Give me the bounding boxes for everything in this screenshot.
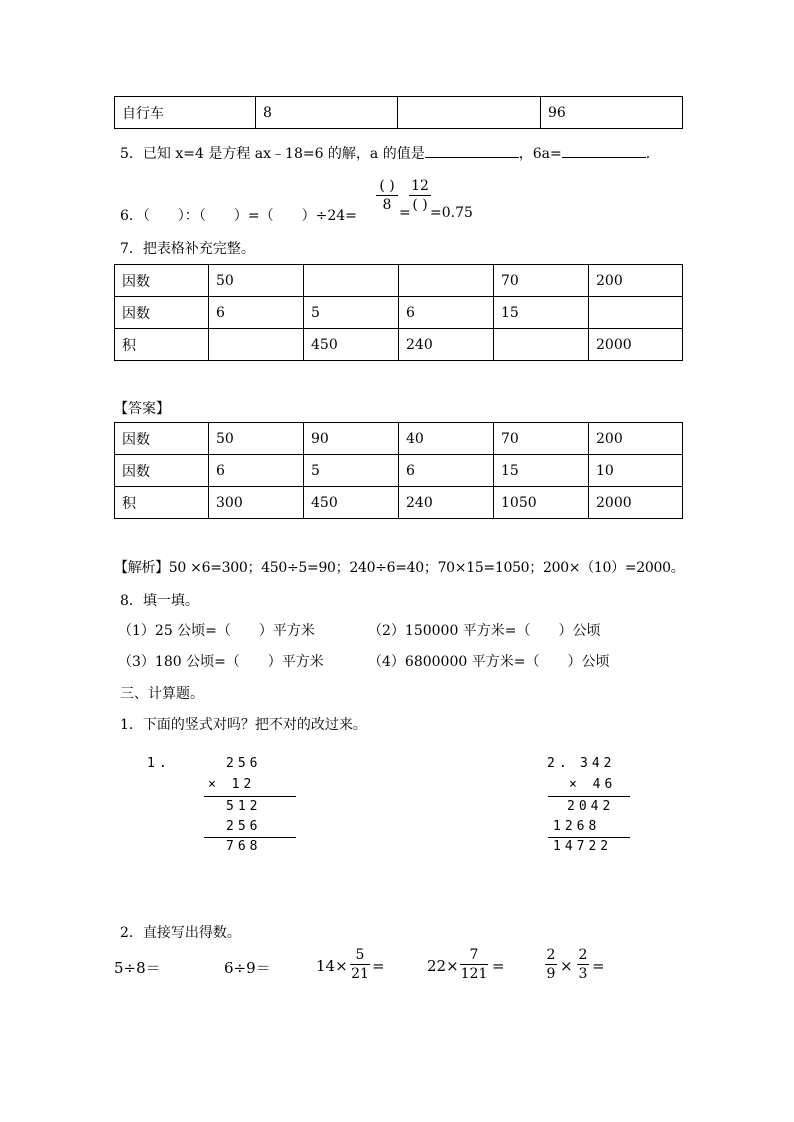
table-cell: 450 xyxy=(304,487,399,519)
calc2-line: 14722 xyxy=(553,839,613,854)
table-cell: 96 xyxy=(541,97,683,129)
table-cell: 6 xyxy=(399,297,494,329)
calc1-label: 1. xyxy=(147,756,171,771)
q5-prefix: 5．已知 x=4 是方程 ax﹣18=6 的解，a 的值是 xyxy=(120,146,425,162)
table-cell: 300 xyxy=(209,487,304,519)
table-cell: 5 xyxy=(304,297,399,329)
calc-question-1-title: 1．下面的竖式对吗？把不对的改过来。 xyxy=(120,717,367,733)
expr-5-fraction-1 xyxy=(545,947,557,982)
table-cell: 70 xyxy=(494,265,589,297)
table-cell: 因数 xyxy=(115,297,209,329)
table-row xyxy=(115,455,683,487)
table-cell: 10 xyxy=(589,455,683,487)
expr-5-post: = xyxy=(592,957,605,975)
table-cell: 8 xyxy=(256,97,398,129)
fraction-numerator: ( ) xyxy=(379,178,395,194)
section-3-title: 三、计算题。 xyxy=(120,686,204,702)
table-cell: 200 xyxy=(589,423,683,455)
fraction-numerator: 7 xyxy=(469,947,479,963)
expr-3-pre: 14× xyxy=(316,957,348,975)
table-cell: 因数 xyxy=(115,455,209,487)
calc1-line: 768 xyxy=(226,839,262,854)
calc2-rule xyxy=(548,796,630,797)
calc2-label: 2. xyxy=(547,756,571,771)
question-7-title: 7．把表格补充完整。 xyxy=(120,241,255,257)
table-cell[interactable] xyxy=(494,329,589,361)
table-cell: 5 xyxy=(304,455,399,487)
table-cell: 90 xyxy=(304,423,399,455)
top-table xyxy=(114,96,683,129)
calc2-line: 2042 xyxy=(567,799,615,814)
fraction-bar xyxy=(577,964,589,965)
fraction-numerator: 2 xyxy=(578,947,588,963)
q5-mid: ，6a= xyxy=(518,146,562,162)
q5-end: . xyxy=(645,146,651,162)
fraction-bar xyxy=(545,964,557,965)
answer-table xyxy=(114,422,683,519)
table-row xyxy=(115,487,683,519)
expr-1: 5÷8＝ xyxy=(114,959,161,977)
fraction-bar xyxy=(409,195,431,196)
table-cell: 积 xyxy=(115,329,209,361)
q6-suffix: =0.75 xyxy=(430,205,473,221)
question-5 xyxy=(120,143,650,163)
answer-blank[interactable] xyxy=(562,143,646,158)
table-cell: 因数 xyxy=(115,265,209,297)
fraction-denominator: 121 xyxy=(460,966,488,982)
table-cell: 240 xyxy=(399,329,494,361)
fraction-denominator: 9 xyxy=(546,966,556,982)
table-cell: 6 xyxy=(209,297,304,329)
fraction-bar xyxy=(376,195,398,196)
table-cell: 2000 xyxy=(589,487,683,519)
q6-fraction-1 xyxy=(376,178,398,213)
expr-5-operator: × xyxy=(560,957,573,975)
expr-3-fraction xyxy=(350,947,370,982)
q6-prefix: 6．（ ）：（ ）=（ ）÷24= xyxy=(120,208,357,224)
table-cell: 6 xyxy=(399,455,494,487)
q7-table xyxy=(114,264,683,361)
calc2-line: 1268 xyxy=(553,819,601,834)
table-cell[interactable] xyxy=(589,297,683,329)
expr-5-fraction-2 xyxy=(577,947,589,982)
q6-equals: = xyxy=(399,205,411,221)
table-cell: 2000 xyxy=(589,329,683,361)
table-cell: 1050 xyxy=(494,487,589,519)
table-cell: 450 xyxy=(304,329,399,361)
table-cell: 因数 xyxy=(115,423,209,455)
calc1-rule xyxy=(204,796,296,797)
table-row xyxy=(115,297,683,329)
calc1-line: 512 xyxy=(226,799,262,814)
q8-item-2: （2）150000 平方米=（ ）公顷 xyxy=(368,623,601,639)
table-row xyxy=(115,97,683,129)
analysis-text: 【解析】50 ×6=300；450÷5=90；240÷6=40；70×15=1050；200×（10）=2000。 xyxy=(114,560,685,576)
q8-item-4: （4）6800000 平方米=（ ）公顷 xyxy=(368,654,610,670)
table-row xyxy=(115,265,683,297)
table-cell: 50 xyxy=(209,265,304,297)
table-cell: 200 xyxy=(589,265,683,297)
calc1-rule xyxy=(204,837,296,838)
answer-blank[interactable] xyxy=(425,143,519,158)
fraction-numerator: 12 xyxy=(411,178,429,194)
q8-item-1: （1）25 公顷=（ ）平方米 xyxy=(118,623,315,639)
fraction-bar xyxy=(460,964,488,965)
table-cell[interactable] xyxy=(399,265,494,297)
calc1-line: 256 xyxy=(226,756,262,771)
answer-label: 【答案】 xyxy=(114,401,170,417)
table-cell: 50 xyxy=(209,423,304,455)
table-cell[interactable] xyxy=(209,329,304,361)
fraction-denominator: 8 xyxy=(382,197,392,213)
calc2-line: 342 xyxy=(580,756,616,771)
question-8-title: 8．填一填。 xyxy=(120,593,199,609)
expr-4-pre: 22× xyxy=(427,957,459,975)
fraction-numerator: 2 xyxy=(546,947,556,963)
expr-4-fraction xyxy=(460,947,488,982)
table-cell: 自行车 xyxy=(115,97,256,129)
table-row xyxy=(115,329,683,361)
calc2-line: × 46 xyxy=(569,777,617,792)
q8-item-3: （3）180 公顷=（ ）平方米 xyxy=(118,654,324,670)
expr-3-post: = xyxy=(372,957,385,975)
fraction-denominator: ( ) xyxy=(412,197,428,213)
table-cell: 240 xyxy=(399,487,494,519)
table-cell xyxy=(398,97,541,129)
table-cell: 6 xyxy=(209,455,304,487)
calc1-line: 256 xyxy=(226,819,262,834)
table-row xyxy=(115,423,683,455)
table-cell: 积 xyxy=(115,487,209,519)
calc2-rule xyxy=(548,837,630,838)
expr-4-post: = xyxy=(492,957,505,975)
fraction-denominator: 21 xyxy=(351,966,369,982)
expr-2: 6÷9＝ xyxy=(224,959,271,977)
calc1-line: × 12 xyxy=(208,777,256,792)
q6-fraction-2 xyxy=(409,178,431,213)
fraction-denominator: 3 xyxy=(578,966,588,982)
table-cell: 70 xyxy=(494,423,589,455)
calc-question-2-title: 2．直接写出得数。 xyxy=(120,925,241,941)
table-cell: 40 xyxy=(399,423,494,455)
table-cell: 15 xyxy=(494,455,589,487)
fraction-numerator: 5 xyxy=(355,947,365,963)
fraction-bar xyxy=(350,964,370,965)
table-cell[interactable] xyxy=(304,265,399,297)
table-cell: 15 xyxy=(494,297,589,329)
